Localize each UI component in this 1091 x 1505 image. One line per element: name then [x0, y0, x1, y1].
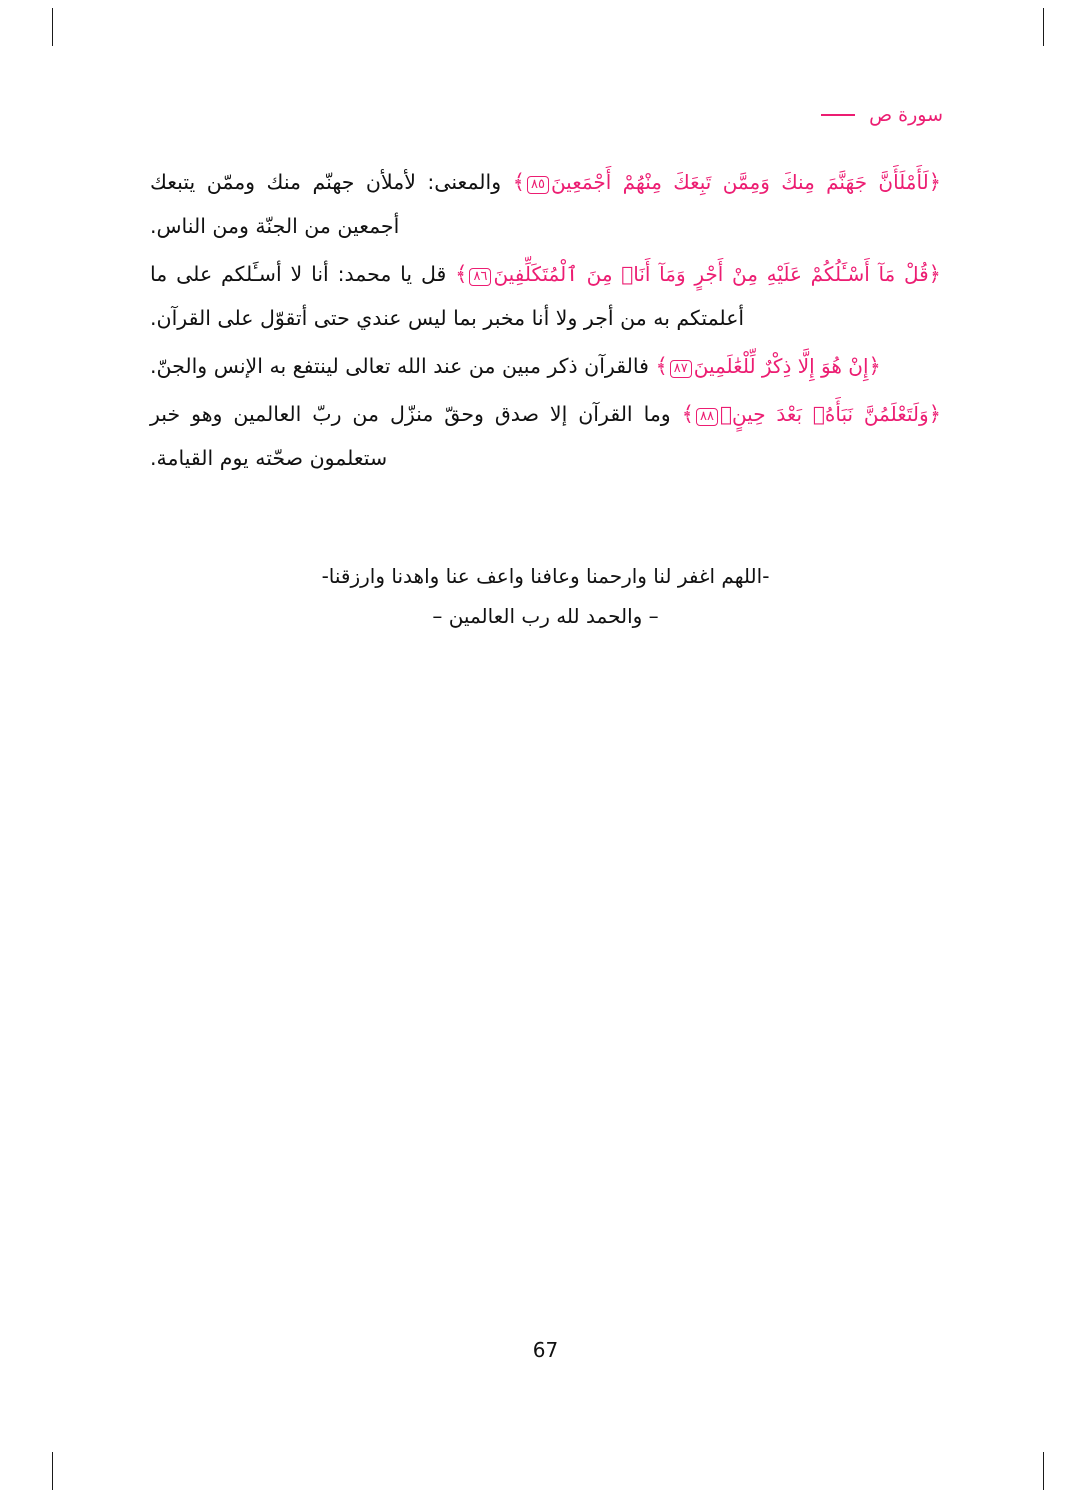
quote-bracket-close-icon: ﴾: [681, 402, 694, 426]
commentary-text: والمعنى: لأملأن جهنّم منك وممّن يتبعك أجمعين من الجنّة ومن الناس.: [150, 170, 502, 238]
crop-mark-top-left: [52, 8, 53, 46]
running-head-rule-icon: [821, 114, 855, 116]
page-number: 67: [532, 1338, 559, 1362]
commentary-text: فالقرآن ذكر مبين من عند الله تعالى لينتفع به الإنس والجنّ.: [150, 354, 649, 378]
closing-line: -اللهم اغفر لنا وارحمنا وعافنا واعف عنا واهدنا وارزقنا-: [321, 564, 770, 588]
verse-paragraph: [150, 160, 941, 248]
verse-paragraph: [150, 344, 941, 388]
quran-verse-text: إِنْ هُوَ إِلَّا ذِكْرٌ لِّلْعَٰلَمِينَ: [693, 354, 869, 378]
quran-verse-text: قُلْ مَآ أَسْـَٔلُكُمْ عَلَيْهِ مِنْ أَجْرٍ وَمَآ أَنَا۠ مِنَ ٱلْمُتَكَلِّفِينَ: [493, 262, 929, 286]
ayah-number-badge: ٨٦: [469, 268, 491, 286]
quote-bracket-close-icon: ﴾: [512, 170, 525, 194]
quote-bracket-open-icon: ﴿: [928, 170, 941, 194]
commentary-text: قل يا محمد: أنا لا أسـَٔلكم على ما أعلمتكم به من أجر ولا أنا مخبر بما ليس عندي حتى أتقوّل على القرآن.: [150, 262, 745, 330]
running-head-title: سورة ص: [869, 104, 943, 126]
ayah-number-badge: ٨٧: [670, 360, 692, 378]
quote-bracket-open-icon: ﴿: [868, 354, 881, 378]
commentary-text: وما القرآن إلا صدق وحقّ منزّل من ربّ العالمين وهو خبر ستعلمون صحّته يوم القيامة.: [150, 402, 671, 470]
verse-paragraph: [150, 392, 941, 480]
ayah-number-badge: ٨٨: [696, 408, 718, 426]
crop-mark-top-right: [1043, 8, 1044, 46]
closing-supplication: [150, 556, 941, 636]
crop-mark-bottom-right: [1043, 1452, 1044, 1490]
quote-bracket-open-icon: ﴿: [928, 262, 941, 286]
quote-bracket-close-icon: ﴾: [455, 262, 468, 286]
quote-bracket-open-icon: ﴿: [928, 402, 941, 426]
crop-mark-bottom-left: [52, 1452, 53, 1490]
verse-paragraph: [150, 252, 941, 340]
quran-verse-text: وَلَتَعْلَمُنَّ نَبَأَهُۥ بَعْدَ حِينٍۭ: [719, 402, 929, 426]
ayah-number-badge: ٨٥: [527, 176, 549, 194]
closing-line: – والحمد لله رب العالمين –: [432, 604, 659, 628]
quote-bracket-close-icon: ﴾: [655, 354, 668, 378]
quran-verse-text: لَأَمْلَأَنَّ جَهَنَّمَ مِنكَ وَمِمَّن تَبِعَكَ مِنْهُمْ أَجْمَعِينَ: [550, 170, 929, 194]
running-head: [821, 104, 943, 126]
body-text-block: [150, 160, 941, 484]
